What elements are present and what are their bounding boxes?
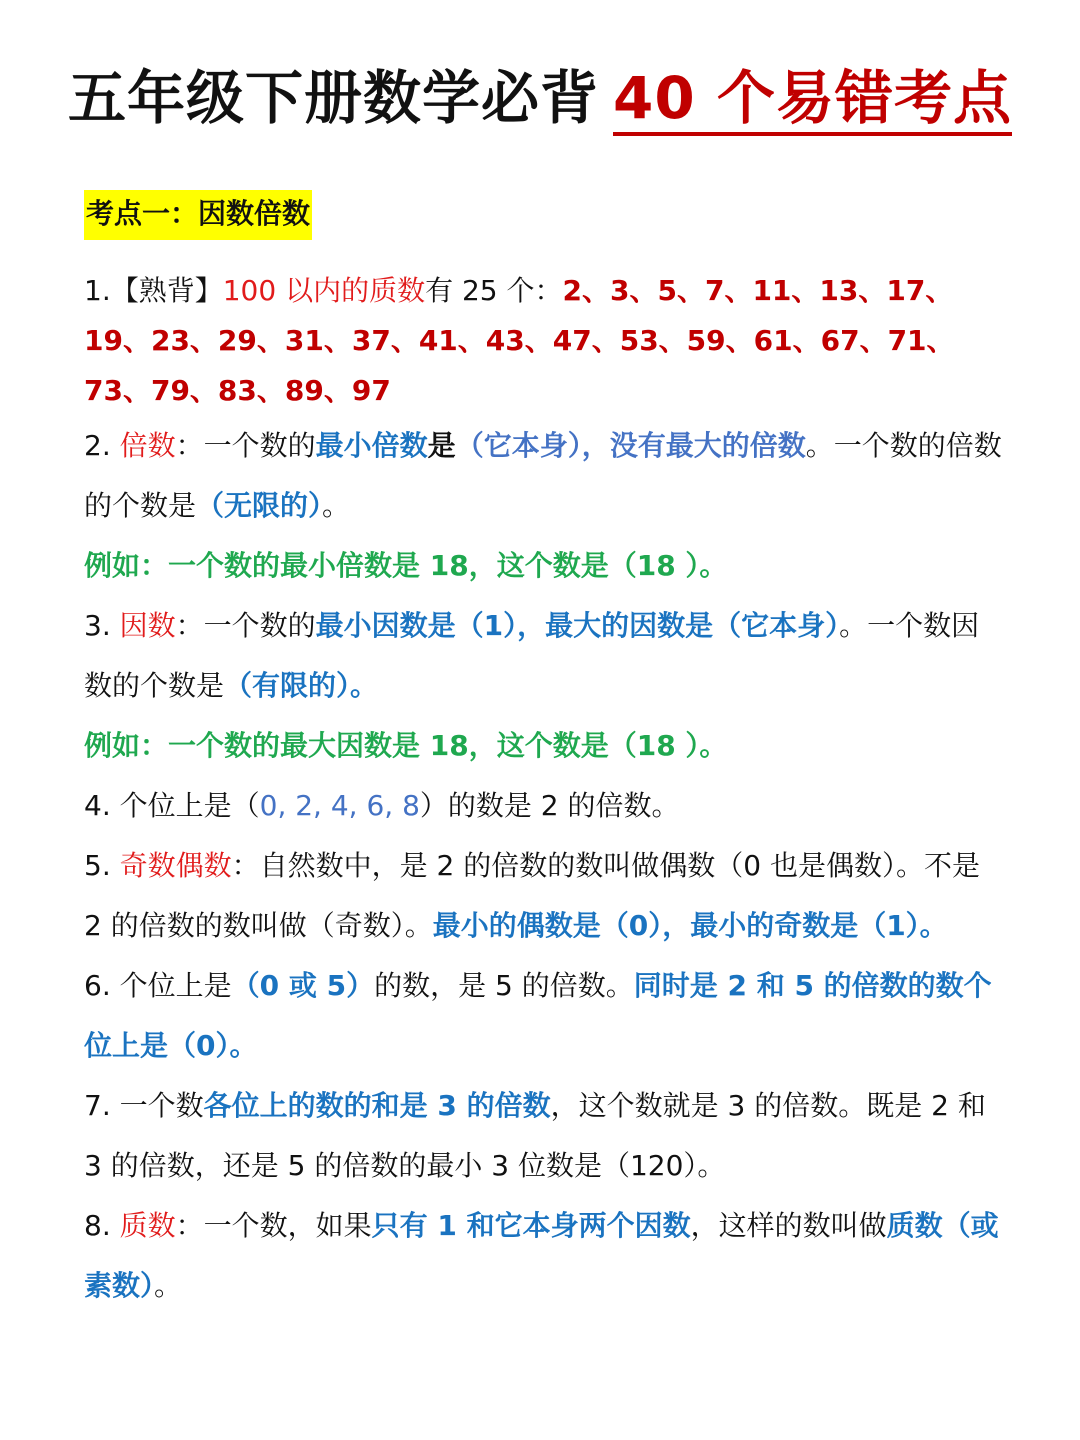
item-2-answer: （它本身），没有最大的倍数 (455, 429, 806, 462)
page-title-highlight: 40 个易错考点 (613, 64, 1012, 136)
item-7-text: ，这个数就是 3 的倍数。既是 2 和 3 的倍数，还是 5 的倍数的最小 3 位数是（120）。 (84, 1089, 986, 1182)
item-7-text: 7. 一个数 (84, 1089, 204, 1122)
item-3-example (84, 716, 1004, 776)
item-2-answer: （无限的） (196, 489, 323, 522)
item-6 (84, 956, 1004, 1076)
item-8 (84, 1196, 1004, 1316)
item-2-keyword: 倍数 (119, 429, 176, 462)
item-2-example (84, 536, 1004, 596)
item-4-answer: 0, 2, 4, 6, 8 (259, 789, 420, 822)
item-7-answer: 各位上的数的和是 3 的倍数 (203, 1089, 551, 1122)
item-2-answer: 最小倍数 (315, 429, 428, 462)
item-8-answer: 只有 1 和它本身两个因数 (371, 1209, 691, 1242)
item-4-text: 4. 个位上是（ (84, 789, 260, 822)
item-6-answer: （0 或 5） (231, 969, 375, 1002)
page-title (0, 62, 1080, 134)
item-3-text: 。一个数因数的个数是 (84, 609, 980, 702)
item-8-text: ：一个数，如果 (175, 1209, 372, 1242)
item-4-text: ）的数是 2 的倍数。 (419, 789, 680, 822)
item-5-answer: 最小的偶数是（0），最小的奇数是（1）。 (432, 909, 948, 942)
item-2-text: 。 (322, 489, 351, 522)
item-3-answer: （有限的）。 (224, 669, 379, 702)
item-3 (84, 596, 1004, 716)
item-8-number: 8. (84, 1209, 120, 1242)
item-8-text: 。 (154, 1269, 183, 1302)
item-5-number: 5. (84, 849, 120, 882)
item-3-keyword: 因数 (119, 609, 176, 642)
item-1-keyword: 100 以内的质数 (222, 274, 426, 307)
item-5-keyword: 奇数偶数 (119, 849, 232, 882)
item-3-text: ：一个数的 (175, 609, 316, 642)
item-2-text: 。一个数的倍数的个数是 (84, 429, 1002, 522)
item-4 (84, 776, 1004, 836)
item-6-text: 的数，是 5 的倍数。 (374, 969, 634, 1002)
example-text: 例如：一个数的最小倍数是 18，这个数是（18 ）。 (84, 549, 728, 582)
item-1-lead: 1.【熟背】 (84, 274, 223, 307)
item-1-count: 有 25 个： (425, 274, 563, 307)
item-8-answer: 质数（或素数） (84, 1209, 999, 1302)
item-7 (84, 1076, 1004, 1196)
section-heading: 考点一：因数倍数 (84, 190, 312, 240)
content-body (84, 266, 1004, 1316)
item-5 (84, 836, 1004, 956)
item-1-primes-list: 2、3、5、7、11、13、17、19、23、29、31、37、41、43、47、53、59、61、67、71、73、79、83、89、97 (84, 274, 955, 407)
item-2 (84, 416, 1004, 536)
item-5-text: ：自然数中，是 2 的倍数的数叫做偶数（0 也是偶数）。不是 2 的倍数的数叫做（奇数）。 (84, 849, 980, 942)
item-8-keyword: 质数 (119, 1209, 176, 1242)
example-text: 例如：一个数的最大因数是 18，这个数是（18 ）。 (84, 729, 728, 762)
item-2-number: 2. (84, 429, 120, 462)
item-2-text: ：一个数的 (175, 429, 316, 462)
item-3-number: 3. (84, 609, 120, 642)
item-6-answer: 同时是 2 和 5 的倍数的数个位上是（0）。 (84, 969, 992, 1062)
item-3-answer: 最小因数是（1），最大的因数是（它本身） (315, 609, 840, 642)
item-1 (84, 266, 1004, 416)
page-title-main: 五年级下册数学必背 (68, 64, 600, 132)
item-2-text: 是 (427, 429, 456, 462)
item-8-text: ，这样的数叫做 (690, 1209, 887, 1242)
item-6-text: 6. 个位上是 (84, 969, 232, 1002)
